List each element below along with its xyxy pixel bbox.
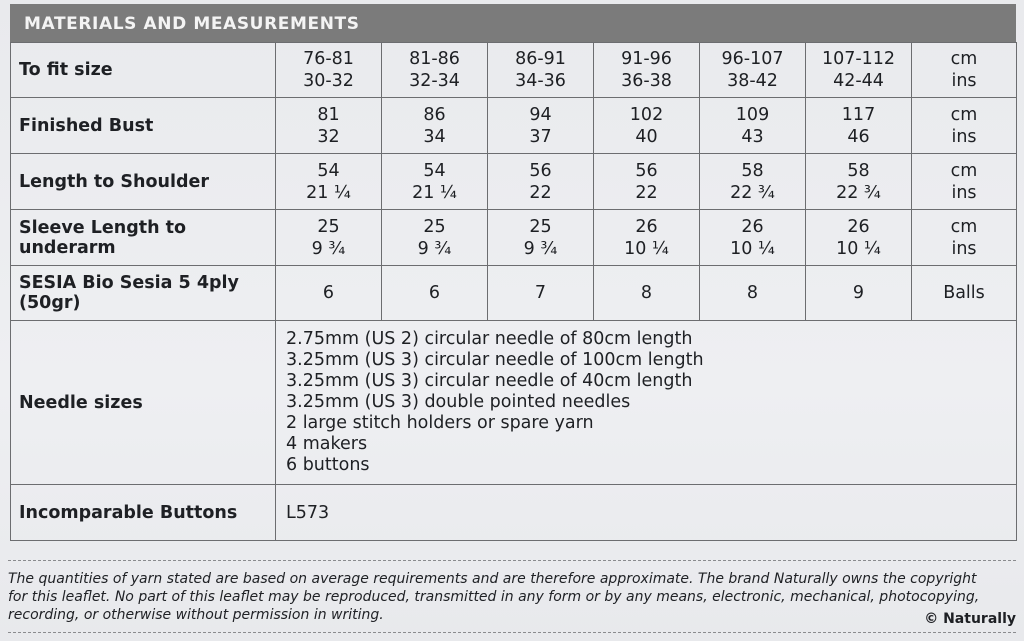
value-ins: 9 ¾ — [417, 238, 452, 259]
value-cm: 81 — [317, 104, 340, 125]
row-label: Finished Bust — [11, 98, 276, 154]
value-cm: 117 — [841, 104, 876, 125]
size-cell — [382, 98, 488, 154]
value-ins: 21 ¼ — [412, 182, 457, 203]
size-cell — [594, 154, 700, 210]
value-cm: 76-81 — [303, 49, 354, 69]
unit-cm: cm — [950, 160, 978, 181]
unit-ins: ins — [951, 238, 977, 259]
row-label — [11, 210, 276, 266]
measurements-table — [10, 42, 1017, 541]
value-ins: 21 ¼ — [306, 182, 351, 203]
balls-cell: 7 — [488, 266, 594, 321]
table-row-fit-size — [11, 43, 1017, 98]
section-header — [10, 4, 1016, 42]
value-cm: 56 — [635, 160, 658, 181]
value-cm: 25 — [317, 216, 340, 237]
value-ins: 10 ¼ — [730, 238, 775, 259]
row-label — [11, 266, 276, 321]
value-cm: 56 — [529, 160, 552, 181]
copyright-notice: © Naturally — [924, 611, 1016, 627]
value-cm: 94 — [529, 104, 552, 125]
size-cell — [806, 210, 912, 266]
row-label: To fit size — [11, 43, 276, 98]
disclaimer-line: The quantities of yarn stated are based on average requirements and are therefore approximate. The brand Naturally owns the copyright — [8, 571, 977, 587]
disclaimer-line: for this leaflet. No part of this leaflet may be reproduced, transmitted in any form or by any means, electronic, mechanical, photocopying, — [8, 589, 980, 605]
row-label-line: SESIA Bio Sesia 5 4ply — [19, 273, 239, 293]
needle-item: 4 makers — [286, 434, 368, 454]
value-ins: 22 — [529, 182, 552, 203]
footer-disclaimer — [8, 570, 1018, 624]
value-cm: 96-107 — [721, 49, 784, 69]
row-label-line: (50gr) — [19, 293, 81, 313]
unit-cm: cm — [950, 49, 978, 69]
dashed-divider — [8, 632, 1016, 633]
needle-item: 3.25mm (US 3) double pointed needles — [286, 392, 631, 412]
balls-cell: 8 — [700, 266, 806, 321]
value-ins: 42-44 — [833, 71, 884, 91]
row-label: Incomparable Buttons — [11, 485, 276, 541]
table-row-needles — [11, 321, 1017, 485]
row-label: Needle sizes — [11, 321, 276, 485]
disclaimer-line: recording, or otherwise without permission in writing. — [8, 607, 384, 623]
unit-cm: cm — [950, 216, 978, 237]
unit-cell — [912, 210, 1017, 266]
dashed-divider — [8, 560, 1016, 561]
value-ins: 22 ¾ — [836, 182, 881, 203]
balls-cell: 8 — [594, 266, 700, 321]
value-cm: 58 — [741, 160, 764, 181]
size-cell — [488, 43, 594, 98]
balls-cell: 9 — [806, 266, 912, 321]
value-cm: 81-86 — [409, 49, 460, 69]
size-cell — [382, 43, 488, 98]
value-cm: 102 — [629, 104, 664, 125]
value-ins: 43 — [741, 126, 764, 147]
row-label-line: Sleeve Length to — [19, 217, 187, 238]
value-ins: 22 ¾ — [730, 182, 775, 203]
value-ins: 40 — [635, 126, 658, 147]
value-ins: 32-34 — [409, 71, 460, 91]
value-cm: 26 — [847, 216, 870, 237]
value-cm: 109 — [735, 104, 770, 125]
value-ins: 9 ¾ — [523, 238, 558, 259]
value-ins: 30-32 — [303, 71, 354, 91]
unit-cell — [912, 154, 1017, 210]
table-row-buttons — [11, 485, 1017, 541]
value-ins: 37 — [529, 126, 552, 147]
unit-ins: ins — [951, 126, 977, 147]
value-cm: 86-91 — [515, 49, 566, 69]
value-cm: 25 — [529, 216, 552, 237]
value-cm: 54 — [423, 160, 446, 181]
size-cell — [276, 154, 382, 210]
row-label-line: underarm — [19, 237, 116, 258]
size-cell — [382, 154, 488, 210]
unit-ins: ins — [951, 71, 977, 91]
value-cm: 58 — [847, 160, 870, 181]
size-cell — [594, 98, 700, 154]
table-row-length-shoulder — [11, 154, 1017, 210]
table-row-yarn — [11, 266, 1017, 321]
value-cm: 107-112 — [821, 49, 896, 69]
needle-item: 2 large stitch holders or spare yarn — [286, 413, 594, 433]
size-cell — [700, 98, 806, 154]
needle-item: 6 buttons — [286, 455, 370, 475]
size-cell — [488, 154, 594, 210]
value-ins: 10 ¼ — [836, 238, 881, 259]
size-cell — [700, 154, 806, 210]
table-row-finished-bust — [11, 98, 1017, 154]
value-ins: 9 ¾ — [311, 238, 346, 259]
button-code: L573 — [276, 485, 1017, 541]
needle-item: 3.25mm (US 3) circular needle of 100cm length — [286, 350, 704, 370]
unit-cm: cm — [950, 104, 978, 125]
value-ins: 22 — [635, 182, 658, 203]
unit-cell — [912, 43, 1017, 98]
unit-cell: Balls — [912, 266, 1017, 321]
value-ins: 46 — [847, 126, 870, 147]
size-cell — [594, 43, 700, 98]
balls-cell: 6 — [276, 266, 382, 321]
size-cell — [700, 210, 806, 266]
unit-cell — [912, 98, 1017, 154]
value-ins: 10 ¼ — [624, 238, 669, 259]
needle-item: 3.25mm (US 3) circular needle of 40cm length — [286, 371, 693, 391]
section-title: MATERIALS AND MEASUREMENTS — [24, 14, 360, 34]
needle-item: 2.75mm (US 2) circular needle of 80cm length — [286, 329, 693, 349]
value-ins: 36-38 — [621, 71, 672, 91]
value-cm: 26 — [741, 216, 764, 237]
unit-ins: ins — [951, 182, 977, 203]
size-cell — [276, 98, 382, 154]
value-cm: 86 — [423, 104, 446, 125]
value-ins: 32 — [317, 126, 340, 147]
value-cm: 54 — [317, 160, 340, 181]
value-cm: 25 — [423, 216, 446, 237]
value-cm: 26 — [635, 216, 658, 237]
size-cell — [806, 154, 912, 210]
value-ins: 38-42 — [727, 71, 778, 91]
size-cell — [488, 210, 594, 266]
size-cell — [700, 43, 806, 98]
value-ins: 34 — [423, 126, 446, 147]
balls-cell: 6 — [382, 266, 488, 321]
size-cell — [382, 210, 488, 266]
table-row-sleeve-length — [11, 210, 1017, 266]
size-cell — [806, 98, 912, 154]
size-cell — [806, 43, 912, 98]
size-cell — [276, 43, 382, 98]
row-label: Length to Shoulder — [11, 154, 276, 210]
value-ins: 34-36 — [515, 71, 566, 91]
size-cell — [594, 210, 700, 266]
needle-list — [276, 321, 1017, 485]
size-cell — [276, 210, 382, 266]
size-cell — [488, 98, 594, 154]
value-cm: 91-96 — [621, 49, 672, 69]
